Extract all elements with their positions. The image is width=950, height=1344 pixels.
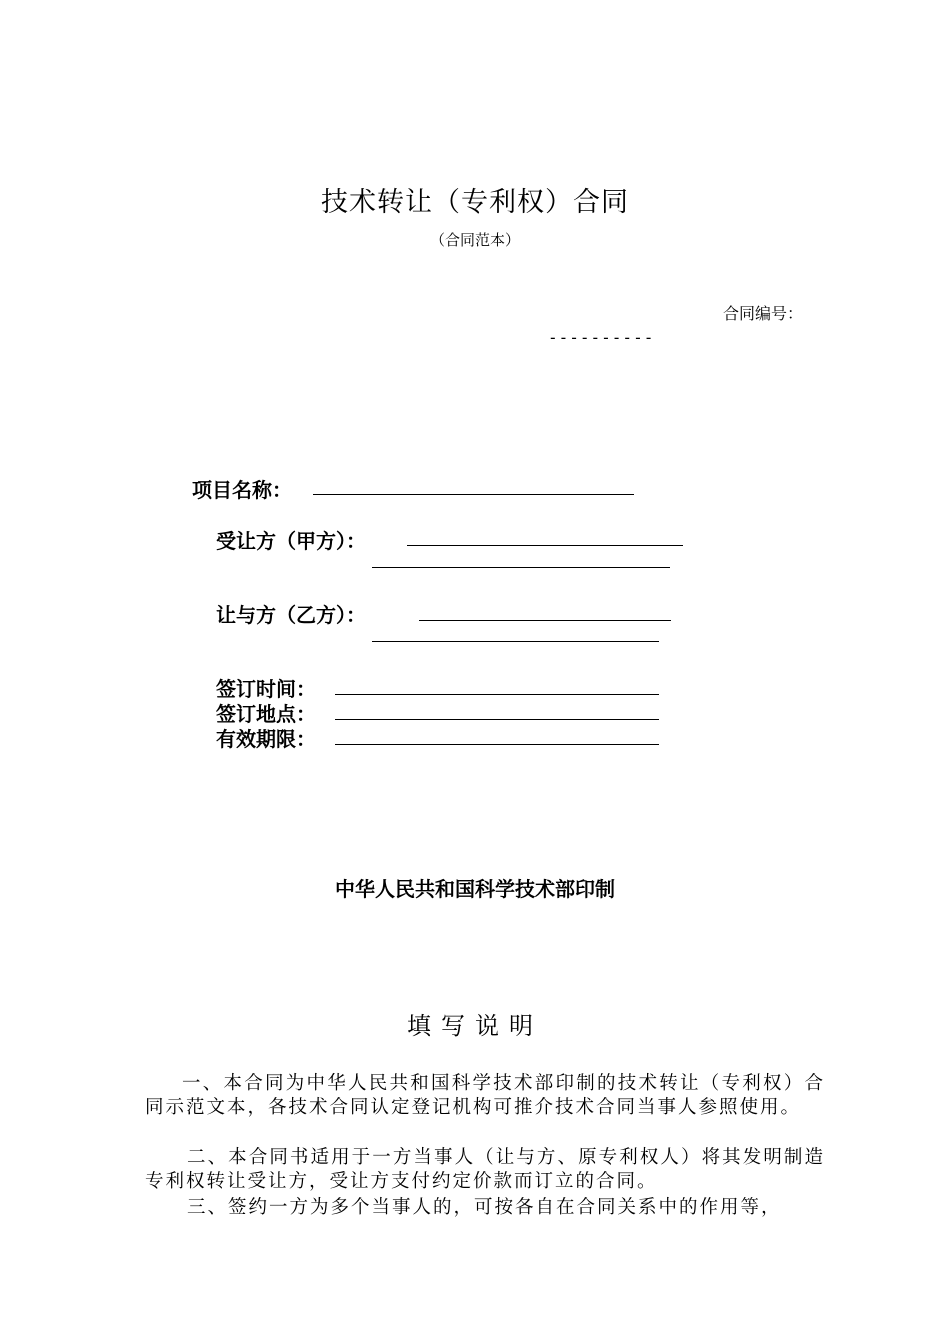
sign-place-blank: [335, 719, 659, 720]
issuer-line: 中华人民共和国科学技术部印制: [335, 877, 615, 901]
valid-period-blank: [335, 744, 659, 745]
page-title: 技术转让（专利权）合同: [321, 187, 629, 218]
valid-period-label: 有效期限：: [216, 727, 316, 751]
project-name-label: 项目名称：: [192, 478, 292, 502]
transferor-blank: [419, 620, 671, 621]
instructions-title: 填写说明: [407, 1012, 543, 1040]
page-subtitle: （合同范本）: [429, 231, 520, 249]
instruction-paragraph-2: 二、本合同书适用于一方当事人（让与方、原专利权人）将其发明制造专利权转让受让方，受让方支付约定价款而订立的合同。: [145, 1147, 825, 1192]
contract-number-label: 合同编号：: [723, 304, 804, 323]
transferee-label: 受让方（甲方）：: [216, 529, 366, 553]
sign-time-label: 签订时间：: [216, 677, 316, 701]
sign-time-blank: [335, 694, 659, 695]
contract-number-blank: ----------: [548, 328, 655, 347]
transferee-blank-line2: [372, 567, 670, 568]
transferee-blank: [407, 545, 683, 546]
instruction-paragraph-1: 一、本合同为中华人民共和国科学技术部印制的技术转让（专利权）合同示范文本，各技术合同认定登记机构可推介技术合同当事人参照使用。: [145, 1073, 825, 1118]
transferor-label: 让与方（乙方）：: [216, 603, 366, 627]
sign-place-label: 签订地点：: [216, 702, 316, 726]
transferor-blank-line2: [372, 641, 659, 642]
project-name-blank: [313, 494, 634, 495]
instruction-paragraph-3: 三、签约一方为多个当事人的，可按各自在合同关系中的作用等，: [187, 1197, 782, 1218]
